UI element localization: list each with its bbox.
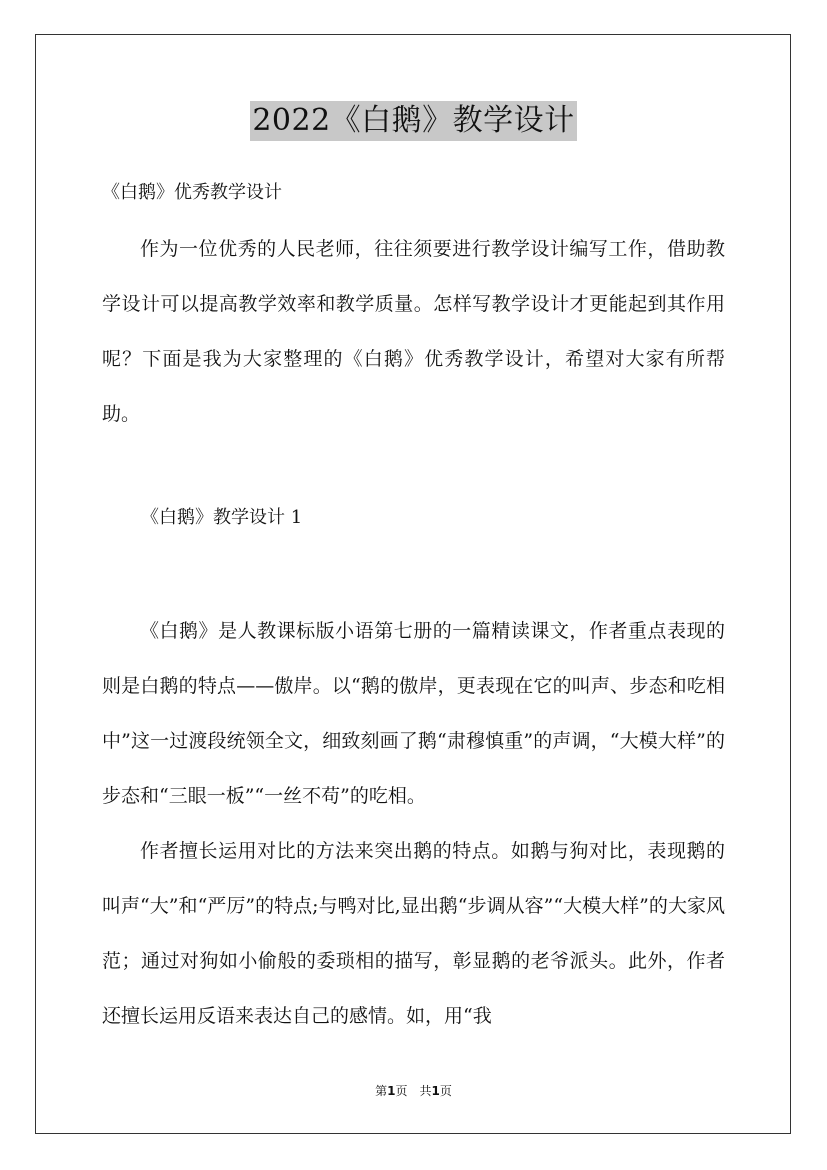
body-paragraph-2: 作者擅长运用对比的方法来突出鹅的特点。如鹅与狗对比，表现鹅的叫声“大”和“严厉”的特点;与鸭对比,显出鹅“步调从容”“大模大样”的大家风范；通过对狗如小偷般的委琐相的描写，彰显鹅的老爷派头。此外，作者还擅长运用反语来表达自己的感情。如，用“我 xyxy=(102,840,725,1027)
document-title: 2022《白鹅》教学设计 xyxy=(250,101,576,141)
footer-page-current: 1 xyxy=(387,1084,396,1098)
body-paragraph-1: 《白鹅》是人教课标版小语第七册的一篇精读课文，作者重点表现的则是白鹅的特点——傲岸。以“鹅的傲岸，更表现在它的叫声、步态和吃相中”这一过渡段统领全文，细致刻画了鹅“肃穆慎重”的声调，“大模大样”的步态和“三眼一板”“一丝不苟”的吃相。 xyxy=(102,620,725,807)
intro-paragraph: 作为一位优秀的人民老师，往往须要进行教学设计编写工作，借助教学设计可以提高教学效率和教学质量。怎样写教学设计才更能起到其作用呢？下面是我为大家整理的《白鹅》优秀教学设计，希望对大家有所帮助。 xyxy=(102,238,725,425)
footer-page-suffix: 页 xyxy=(439,1084,452,1098)
document-subtitle: 《白鹅》优秀教学设计 xyxy=(102,182,282,203)
footer-page-total: 1 xyxy=(431,1084,440,1098)
page-footer xyxy=(0,1083,827,1099)
title-container xyxy=(0,101,827,141)
footer-page-mid: 页 共 xyxy=(395,1084,432,1098)
section-heading: 《白鹅》教学设计 1 xyxy=(141,507,303,528)
footer-page-prefix: 第 xyxy=(375,1084,388,1098)
